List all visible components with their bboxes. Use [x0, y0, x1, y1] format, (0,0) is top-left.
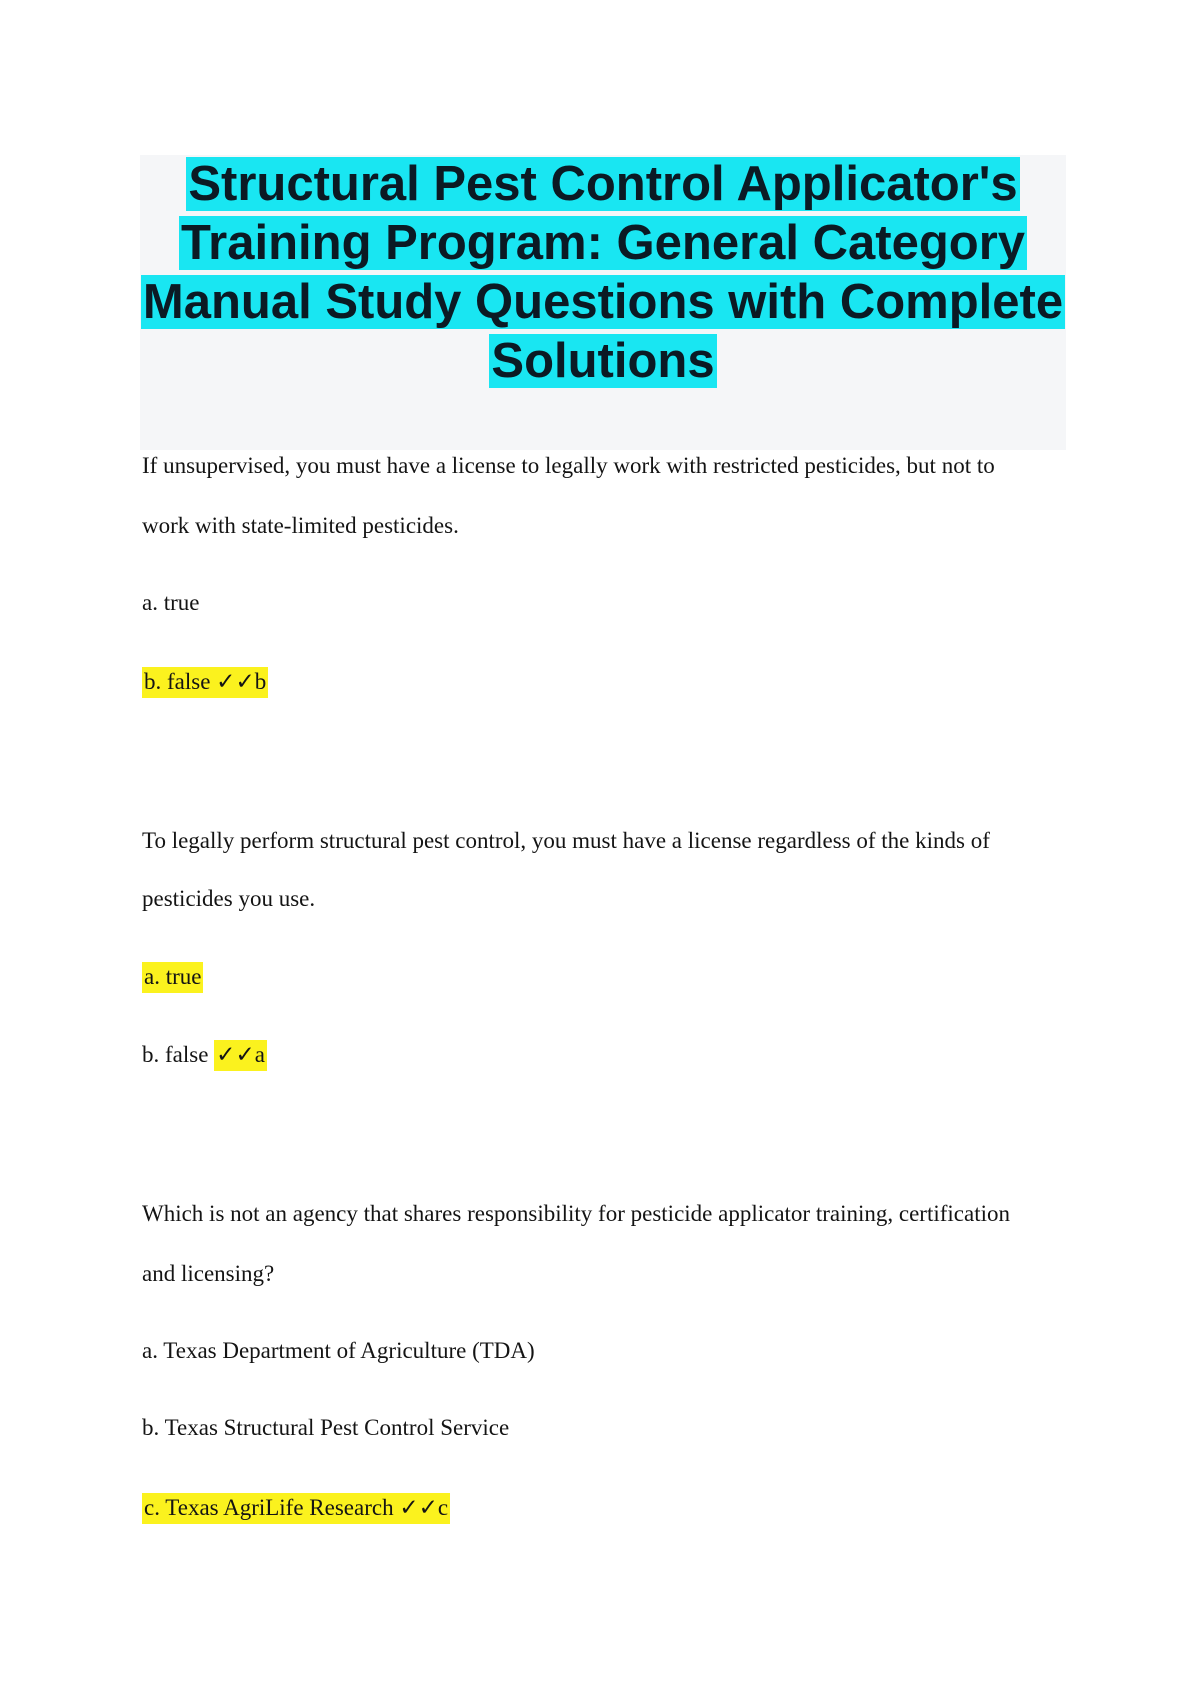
question-2-answer-mark: ✓✓a — [214, 1040, 267, 1071]
question-2-text-line-1: To legally perform structural pest control, you must have a license regardless of the kinds of — [142, 828, 990, 853]
question-1-option-b — [142, 667, 268, 697]
title-highlight: Structural Pest Control Applicator's Training Program: General Category Manual Study Questions with Complete Solutions — [142, 157, 1064, 388]
question-1-option-b-text: b. false — [144, 669, 217, 694]
question-2-answer-highlight: a. true — [142, 962, 203, 993]
document-title — [140, 155, 1066, 391]
question-3-answer-highlight: c. Texas AgriLife Research ✓✓c — [142, 1493, 450, 1524]
question-3-text-line-2: and licensing? — [142, 1261, 275, 1286]
question-2-option-b-text: b. false — [142, 1042, 215, 1067]
question-2-text-line-2: pesticides you use. — [142, 886, 316, 911]
question-1-text-line-1: If unsupervised, you must have a license to legally work with restricted pesticides, but not to — [142, 453, 995, 478]
question-3-text-line-1: Which is not an agency that shares responsibility for pesticide applicator training, certification — [142, 1201, 1010, 1226]
question-2-option-a — [142, 962, 203, 992]
question-1-option-a: a. true — [142, 590, 200, 615]
question-1-answer-highlight — [142, 667, 268, 698]
question-2-option-b — [142, 1040, 267, 1070]
question-3-option-c — [142, 1493, 450, 1523]
question-3-option-a: a. Texas Department of Agriculture (TDA) — [142, 1338, 535, 1363]
question-1-text-line-2: work with state-limited pesticides. — [142, 513, 459, 538]
question-3-option-b: b. Texas Structural Pest Control Service — [142, 1415, 510, 1440]
question-1-answer-mark: ✓✓b — [216, 669, 267, 694]
